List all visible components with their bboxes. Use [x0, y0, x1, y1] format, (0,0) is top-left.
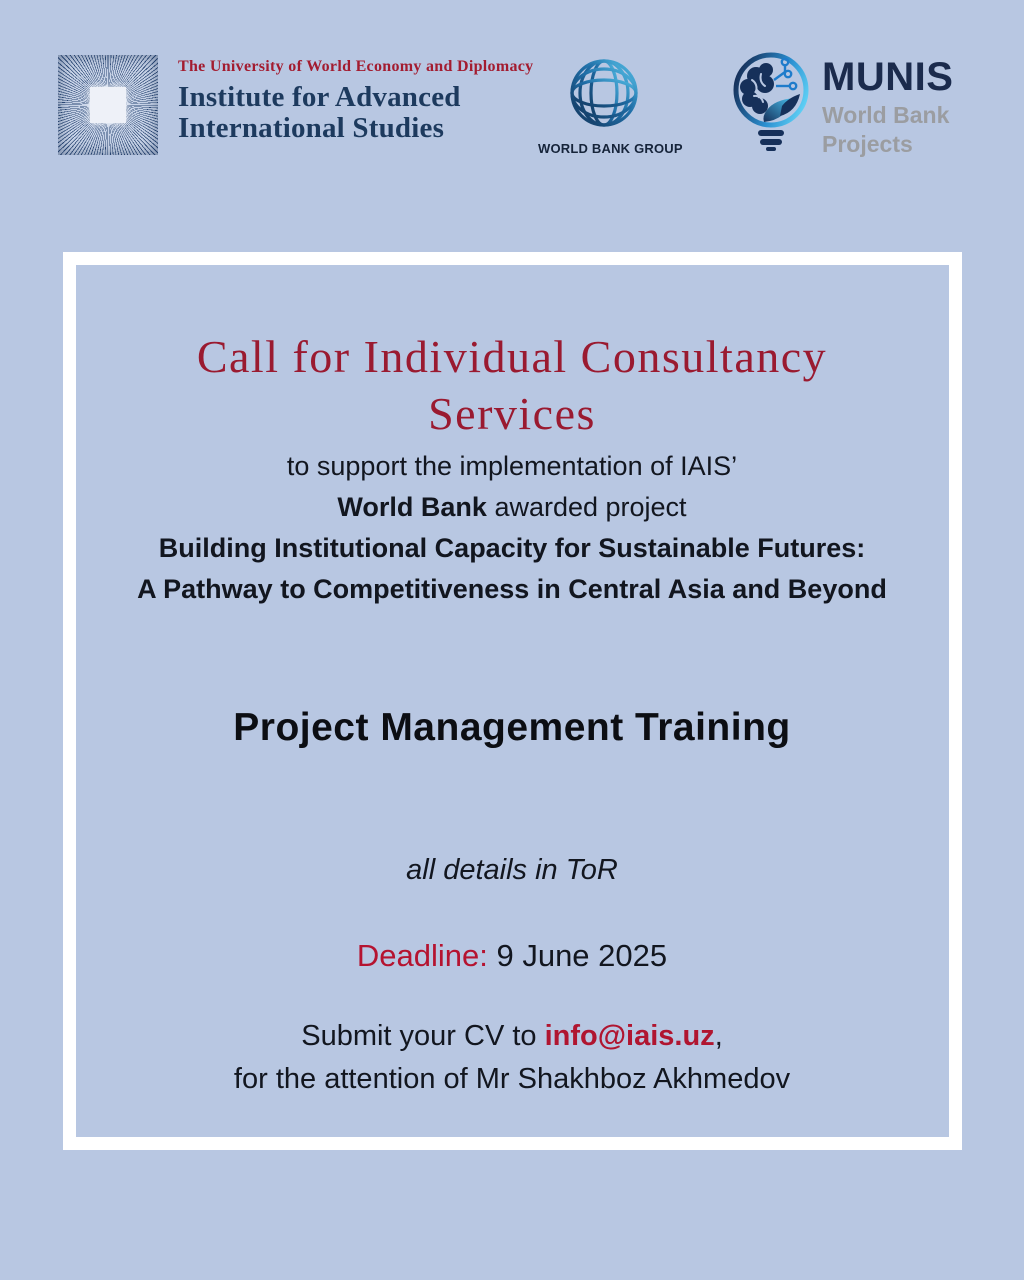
munis-name-text: MUNIS — [822, 55, 954, 99]
submit-line — [0, 1015, 1024, 1058]
world-bank-globe-icon — [564, 56, 644, 130]
institute-name-line1: Institute for Advanced — [178, 81, 461, 113]
world-bank-group-logo — [538, 56, 683, 156]
iais-wordmark — [178, 58, 533, 144]
awarded-project-text: awarded project — [486, 492, 687, 522]
tor-note: all details in ToR — [406, 854, 618, 886]
deadline-date: 9 June 2025 — [487, 938, 668, 973]
intro-line1: to support the implementation of IAIS’ — [286, 451, 738, 481]
poster-title-line2: Services — [428, 388, 596, 439]
submit-suffix-text: , — [714, 1020, 723, 1052]
poster-title — [0, 328, 1024, 442]
university-name-text: The University of World Economy and Diplomacy — [178, 58, 534, 75]
project-name-line2: A Pathway to Competitiveness in Central Asia and Beyond — [137, 574, 887, 604]
world-bank-bold-text: World Bank — [337, 492, 487, 522]
poster-intro — [0, 446, 1024, 610]
poster-title-line1: Call for Individual Consultancy — [196, 331, 828, 382]
project-name-line1: Building Institutional Capacity for Sustainable Futures: — [158, 533, 866, 563]
institute-name-line2: International Studies — [178, 112, 445, 144]
world-bank-group-label: WORLD BANK GROUP — [538, 141, 683, 156]
iais-sunburst-logo-icon — [58, 55, 158, 155]
deadline-label: Deadline: — [356, 938, 488, 973]
submit-prefix-text: Submit your CV to — [301, 1020, 545, 1052]
munis-subtitle-line1: World Bank — [822, 102, 950, 128]
submit-email-text: info@iais.uz — [544, 1020, 715, 1052]
munis-subtitle-line2: Projects — [822, 131, 913, 157]
munis-lightbulb-icon — [728, 50, 814, 152]
intro-line2 — [0, 487, 1024, 528]
submit-block — [0, 1015, 1024, 1101]
munis-logo — [728, 50, 954, 157]
training-title: Project Management Training — [233, 706, 791, 749]
deadline-line — [0, 938, 1024, 974]
attention-line: for the attention of Mr Shakhboz Akhmedov — [233, 1063, 791, 1095]
